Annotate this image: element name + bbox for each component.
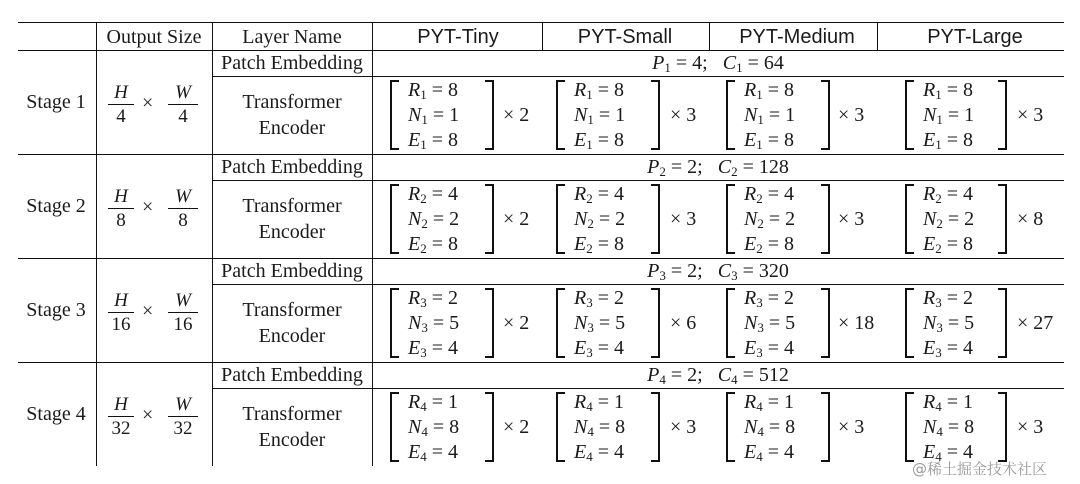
patch-row-rule [212,180,1064,181]
stage-label: Stage 2 [26,195,86,217]
matrix-left-bracket [390,392,399,462]
layer-encoder-label: Encoder [258,325,326,347]
matrix-right-bracket [998,288,1007,358]
matrix-row-num-heads: $N_4 = 8$ [574,416,626,439]
layer-transformer-label: Transformer [242,195,342,217]
repeat-count: × 27 [1017,312,1054,334]
matrix-row-num-heads: $N_4 = 8$ [744,416,796,439]
column-rule [212,22,213,466]
matrix-right-bracket [485,80,494,150]
matrix-right-bracket [651,80,660,150]
column-rule [372,22,373,466]
matrix-row-reduction-ratio: $R_1 = 8$ [574,79,624,102]
matrix-left-bracket [390,80,399,150]
matrix-right-bracket [821,288,830,358]
matrix-row-num-heads: $N_3 = 5$ [574,312,626,335]
top-rule [18,22,1064,23]
matrix-row-expansion-ratio: $E_3 = 4$ [744,337,794,360]
matrix-left-bracket [905,392,914,462]
matrix-row-num-heads: $N_1 = 1$ [574,104,626,127]
matrix-row-expansion-ratio: $E_4 = 4$ [744,441,794,464]
matrix-left-bracket [556,80,565,150]
header-column-rule [709,22,710,50]
matrix-row-num-heads: $N_2 = 2$ [574,208,626,231]
repeat-count: × 6 [670,312,697,334]
matrix-row-expansion-ratio: $E_3 = 4$ [923,337,973,360]
matrix-right-bracket [998,392,1007,462]
matrix-row-expansion-ratio: $E_4 = 4$ [574,441,624,464]
matrix-row-reduction-ratio: $R_4 = 1$ [923,391,973,414]
patch-embedding-params: $P_4 = 2$; $C_4 = 512$ [647,364,789,387]
matrix-row-num-heads: $N_1 = 1$ [408,104,460,127]
repeat-count: × 2 [503,416,530,438]
layer-encoder-label: Encoder [258,221,326,243]
matrix-right-bracket [485,288,494,358]
layer-transformer-label: Transformer [242,91,342,113]
matrix-right-bracket [485,184,494,254]
matrix-row-reduction-ratio: $R_3 = 2$ [744,287,794,310]
matrix-row-reduction-ratio: $R_3 = 2$ [923,287,973,310]
patch-embedding-params: $P_3 = 2$; $C_3 = 320$ [647,260,789,283]
header-output-size: Output Size [106,26,202,48]
matrix-row-expansion-ratio: $E_1 = 8$ [574,129,624,152]
matrix-right-bracket [821,392,830,462]
repeat-count: × 3 [838,208,865,230]
repeat-count: × 3 [1017,416,1044,438]
matrix-right-bracket [998,184,1007,254]
repeat-count: × 18 [838,312,875,334]
matrix-row-expansion-ratio: $E_1 = 8$ [923,129,973,152]
matrix-left-bracket [390,288,399,358]
output-size-times: × [142,92,154,114]
output-size-w-fraction: W 4 [168,83,198,126]
patch-row-rule [212,76,1064,77]
layer-patch-embedding: Patch Embedding [221,156,363,178]
matrix-left-bracket [726,80,735,150]
output-size-w-fraction: W 16 [168,291,198,334]
matrix-row-reduction-ratio: $R_1 = 8$ [408,79,458,102]
repeat-count: × 2 [503,104,530,126]
matrix-left-bracket [556,184,565,254]
matrix-row-reduction-ratio: $R_2 = 4$ [923,183,973,206]
repeat-count: × 2 [503,312,530,334]
matrix-row-expansion-ratio: $E_2 = 8$ [923,233,973,256]
layer-transformer-label: Transformer [242,403,342,425]
matrix-row-num-heads: $N_4 = 8$ [408,416,460,439]
matrix-row-expansion-ratio: $E_2 = 8$ [574,233,624,256]
matrix-left-bracket [726,288,735,358]
matrix-row-num-heads: $N_4 = 8$ [923,416,975,439]
matrix-row-expansion-ratio: $E_4 = 4$ [923,441,973,464]
repeat-count: × 8 [1017,208,1044,230]
layer-patch-embedding: Patch Embedding [221,52,363,74]
patch-embedding-params: $P_2 = 2$; $C_2 = 128$ [647,156,789,179]
matrix-right-bracket [998,80,1007,150]
matrix-row-reduction-ratio: $R_2 = 4$ [574,183,624,206]
layer-encoder-label: Encoder [258,429,326,451]
repeat-count: × 2 [503,208,530,230]
matrix-row-reduction-ratio: $R_2 = 4$ [408,183,458,206]
matrix-row-expansion-ratio: $E_3 = 4$ [408,337,458,360]
repeat-count: × 3 [670,416,697,438]
stage-rule [18,154,1064,155]
output-size-h-fraction: H 32 [108,395,134,438]
matrix-row-expansion-ratio: $E_3 = 4$ [574,337,624,360]
output-size-times: × [142,404,154,426]
matrix-right-bracket [485,392,494,462]
stage-label: Stage 3 [26,299,86,321]
repeat-count: × 3 [670,208,697,230]
matrix-left-bracket [390,184,399,254]
matrix-right-bracket [651,184,660,254]
matrix-row-reduction-ratio: $R_4 = 1$ [744,391,794,414]
matrix-row-expansion-ratio: $E_1 = 8$ [744,129,794,152]
watermark-text: @稀土掘金技术社区 [912,460,1048,478]
matrix-left-bracket [556,288,565,358]
matrix-left-bracket [726,392,735,462]
patch-row-rule [212,284,1064,285]
output-size-w-fraction: W 32 [168,395,198,438]
output-size-w-fraction: W 8 [168,187,198,230]
matrix-row-num-heads: $N_3 = 5$ [408,312,460,335]
matrix-left-bracket [726,184,735,254]
matrix-row-num-heads: $N_3 = 5$ [923,312,975,335]
matrix-row-reduction-ratio: $R_4 = 1$ [408,391,458,414]
matrix-row-reduction-ratio: $R_1 = 8$ [744,79,794,102]
header-model-pyt-small: PYT-Small [577,26,673,48]
matrix-row-reduction-ratio: $R_2 = 4$ [744,183,794,206]
header-model-pyt-medium: PYT-Medium [739,26,855,48]
matrix-right-bracket [821,184,830,254]
repeat-count: × 3 [1017,104,1044,126]
output-size-h-fraction: H 4 [108,83,134,126]
patch-embedding-params: $P_1 = 4$; $C_1 = 64$ [652,52,784,75]
stage-label: Stage 1 [26,91,86,113]
stage-rule [18,362,1064,363]
layer-encoder-label: Encoder [258,117,326,139]
repeat-count: × 3 [838,104,865,126]
matrix-row-reduction-ratio: $R_3 = 2$ [574,287,624,310]
matrix-right-bracket [651,392,660,462]
stage-label: Stage 4 [26,403,86,425]
matrix-left-bracket [905,80,914,150]
matrix-row-reduction-ratio: $R_4 = 1$ [574,391,624,414]
matrix-row-num-heads: $N_1 = 1$ [923,104,975,127]
repeat-count: × 3 [670,104,697,126]
matrix-row-reduction-ratio: $R_1 = 8$ [923,79,973,102]
output-size-times: × [142,196,154,218]
matrix-row-reduction-ratio: $R_3 = 2$ [408,287,458,310]
layer-patch-embedding: Patch Embedding [221,364,363,386]
matrix-row-num-heads: $N_1 = 1$ [744,104,796,127]
matrix-row-num-heads: $N_2 = 2$ [744,208,796,231]
matrix-left-bracket [556,392,565,462]
matrix-right-bracket [821,80,830,150]
matrix-row-num-heads: $N_2 = 2$ [408,208,460,231]
header-model-pyt-tiny: PYT-Tiny [417,26,499,48]
output-size-h-fraction: H 16 [108,291,134,334]
matrix-row-expansion-ratio: $E_4 = 4$ [408,441,458,464]
matrix-left-bracket [905,288,914,358]
output-size-times: × [142,300,154,322]
header-column-rule [877,22,878,50]
header-layer-name: Layer Name [242,26,342,48]
layer-patch-embedding: Patch Embedding [221,260,363,282]
patch-row-rule [212,388,1064,389]
header-model-pyt-large: PYT-Large [927,26,1023,48]
repeat-count: × 3 [838,416,865,438]
matrix-row-expansion-ratio: $E_2 = 8$ [744,233,794,256]
header-rule [18,50,1064,51]
matrix-right-bracket [651,288,660,358]
matrix-row-num-heads: $N_2 = 2$ [923,208,975,231]
matrix-row-expansion-ratio: $E_2 = 8$ [408,233,458,256]
stage-rule [18,258,1064,259]
header-column-rule [542,22,543,50]
matrix-row-num-heads: $N_3 = 5$ [744,312,796,335]
matrix-row-expansion-ratio: $E_1 = 8$ [408,129,458,152]
matrix-left-bracket [905,184,914,254]
column-rule [96,22,97,466]
layer-transformer-label: Transformer [242,299,342,321]
output-size-h-fraction: H 8 [108,187,134,230]
